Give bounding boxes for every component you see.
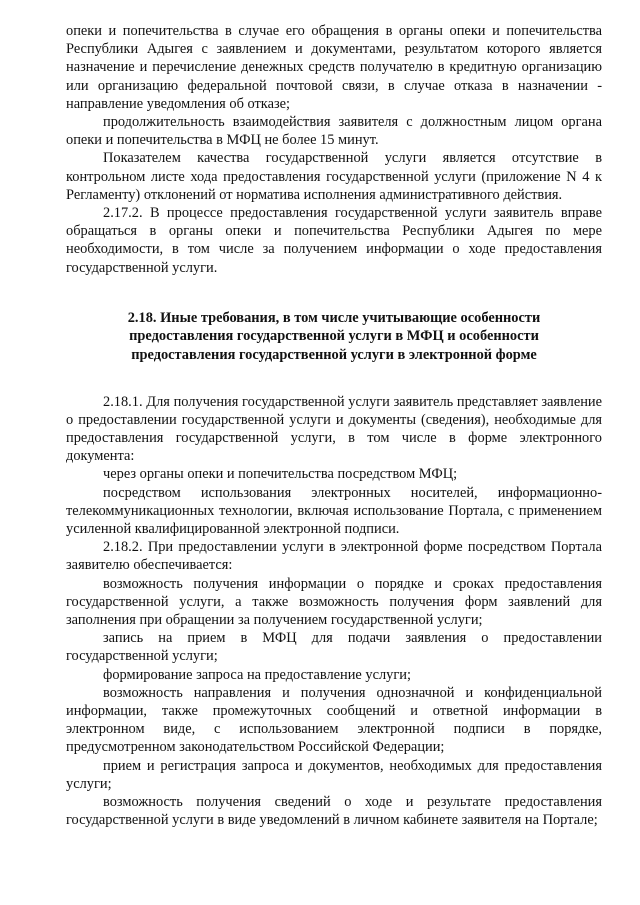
paragraph-2-17-2: 2.17.2. В процессе предоставления государственной услуги заявитель вправе обращаться в органы опеки и попечительства Республики Адыгея по мере необходимости, в том числе за получением информации о ходе предоставления государственной услуги. xyxy=(66,205,602,276)
list-item-info-access: возможность получения информации о порядке и сроках предоставления государственной услуги, а также возможность получения форм заявлений для заполнения при обращении за получением государственной услуги; xyxy=(66,575,602,629)
heading-line-1: 2.18. Иные требования, в том числе учитывающие особенности xyxy=(127,309,541,326)
list-item-electronic-media: посредством использования электронных носителей, информационно-телекоммуникационных технологии, включая использование Портала, с применением усиленной квалифицированной электронной подписи. xyxy=(66,484,602,538)
list-item-mfc-appointment: запись на прием в МФЦ для подачи заявления о предоставлении государственной услуги; xyxy=(66,630,602,665)
list-item-request-forming: формирование запроса на предоставление услуги; xyxy=(103,666,411,683)
paragraph-quality-indicator: Показателем качества государственной услуги является отсутствие в контрольном листе хода предоставления государственной услуги (приложение N 4 к Регламенту) отклонений от норматива исполнения административного действия. xyxy=(66,150,602,203)
document-page xyxy=(66,22,602,830)
heading-line-3: предоставления государственной услуги в электронной форме xyxy=(131,347,537,364)
list-item-confidential-info: возможность направления и получения однозначной и конфиденциальной информации, также промежуточных сообщений и ответной информации в электронном виде, с использованием электронной подписи в порядке, предусмотренном законодательством Российской Федерации; xyxy=(66,684,602,756)
paragraph-2-18-2: 2.18.2. При предоставлении услуги в электронной форме посредством Портала заявителю обеспечивается: xyxy=(66,539,602,574)
paragraph-interaction-duration: продолжительность взаимодействия заявителя с должностным лицом органа опеки и попечительства в МФЦ не более 15 минут. xyxy=(66,114,602,149)
heading-line-2: предоставления государственной услуги в МФЦ и особенности xyxy=(129,328,539,345)
paragraph-2-18-1: 2.18.1. Для получения государственной услуги заявитель представляет заявление о предоставлении государственной услуги и документы (сведения), необходимые для предоставления государственной услуги, в том числе в форме электронного документа: xyxy=(66,393,602,465)
list-item-request-registration: прием и регистрация запроса и документов, необходимых для предоставления услуги; xyxy=(66,757,602,792)
list-item-status-notifications: возможность получения сведений о ходе и результате предоставления государственной услуги в виде уведомлений в личном кабинете заявителя на Портале; xyxy=(66,794,602,829)
section-heading-2-18 xyxy=(66,309,602,365)
list-item-via-mfc: через органы опеки и попечительства посредством МФЦ; xyxy=(103,466,458,483)
paragraph-continuation-guardianship: опеки и попечительства в случае его обращения в органы опеки и попечительства Республики Адыгея с заявлением и документами, результатом которого является назначение и перечисление денежных средств получателю в кредитную организацию или организацию федеральной почтовой связи, в случае отказа в назначении - направление уведомления об отказе; xyxy=(66,23,602,112)
